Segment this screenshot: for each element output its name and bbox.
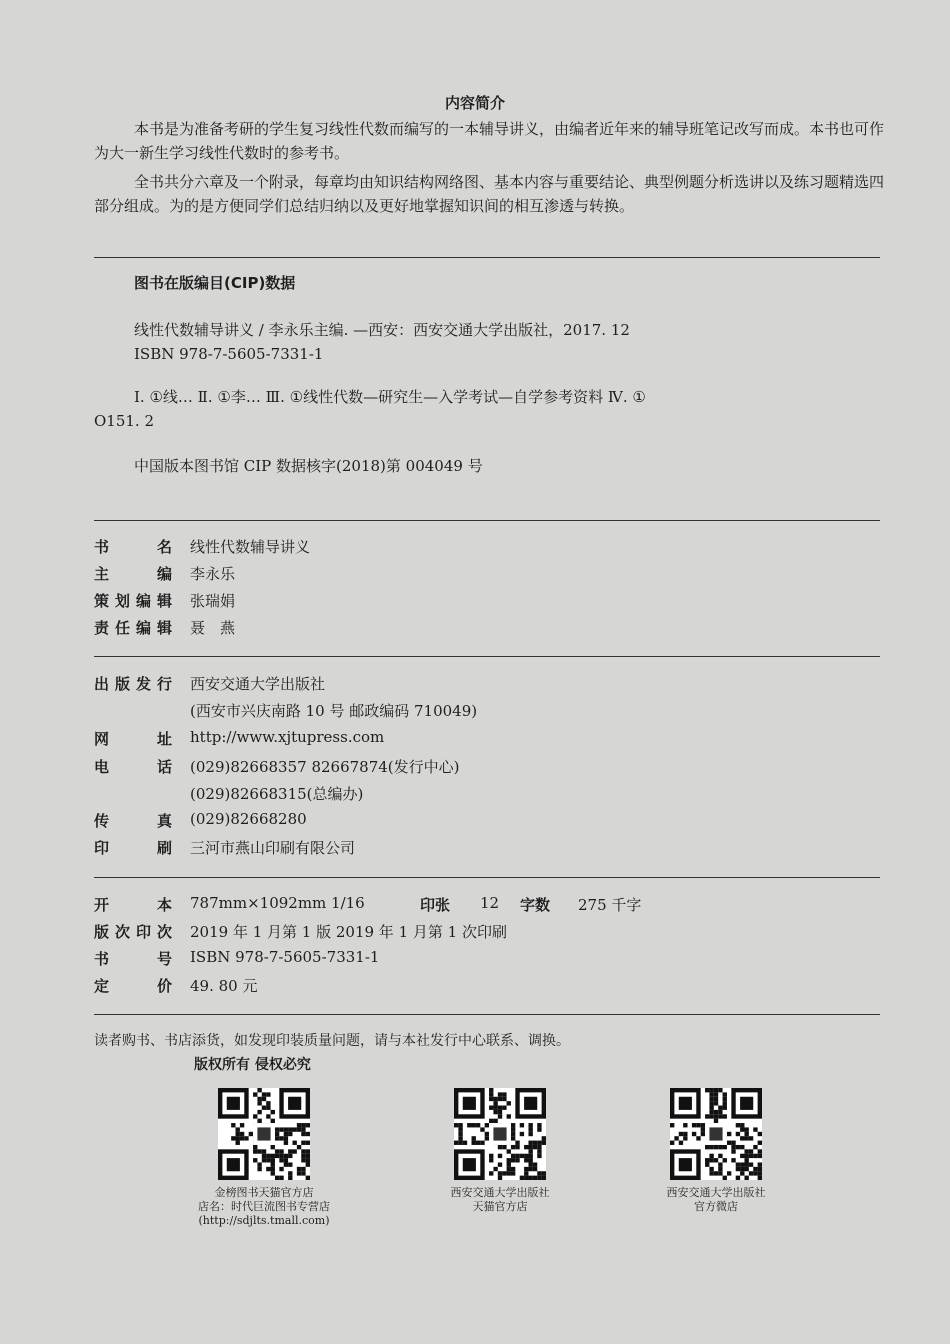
caption-line: (http://sdjlts.tmall.com) [198,1214,330,1227]
caption-line: 天猫官方店 [472,1200,528,1213]
qr-caption-2 [390,1186,610,1214]
intro-paragraph-2: 全书共分六章及一个附录，每章均由知识结构网络图、基本内容与重要结论、典型例题分析选讲以及练习题精选四部分组成。为的是方便同学们总结归纳以及更好地掌握知识间的相互渗透与转换。 [94,173,885,215]
value: 李永乐 [190,565,236,583]
value: 275 千字 [578,896,642,914]
value: 西安交通大学出版社 [190,675,326,693]
value: 49. 80 元 [190,977,258,995]
value: (029)82668357 82667874(发行中心) [190,758,460,776]
value: (029)82668315(总编办) [190,785,364,803]
value: 2019 年 1 月第 1 版 2019 年 1 月第 1 次印刷 [190,923,507,941]
divider [94,877,880,878]
cip-heading: 图书在版编目(CIP)数据 [134,274,296,292]
label: 策划编辑 [94,592,172,610]
format-row [94,894,880,918]
caption-line: 西安交通大学出版社 [666,1186,766,1199]
label: 网址 [94,730,172,748]
label: 印刷 [94,839,172,857]
value: 12 [480,894,500,912]
value: 线性代数辅导讲义 [190,538,311,556]
cip-isbn: ISBN 978-7-5605-7331-1 [134,345,324,363]
label: 定价 [94,977,172,995]
qr-caption-1 [154,1186,374,1228]
label: 开本 [94,896,172,914]
value: http://www.xjtupress.com [190,728,385,746]
value: 聂 燕 [190,619,236,637]
quality-notice: 读者购书、书店添货，如发现印装质量问题，请与本社发行中心联系、调换。 [94,1033,570,1049]
qr-caption-3 [606,1186,826,1214]
label: 书号 [94,950,172,968]
cip-line-1: 线性代数辅导讲义 / 李永乐主编. —西安：西安交通大学出版社，2017. 12 [134,321,630,339]
rights-notice: 版权所有 侵权必究 [194,1057,311,1073]
label: 责任编辑 [94,619,172,637]
value: ISBN 978-7-5605-7331-1 [190,948,380,966]
label: 字数 [520,896,551,914]
label: 印张 [420,896,451,914]
qr-code-press-weidian[interactable] [670,1088,762,1180]
label: 出版发行 [94,675,172,693]
divider [94,520,880,521]
qr-code-press-tmall[interactable] [454,1088,546,1180]
label: 书名 [94,538,172,556]
value: 三河市燕山印刷有限公司 [190,839,356,857]
caption-line: 店名：时代巨流图书专营店 [198,1200,330,1213]
divider [94,1014,880,1015]
value: (西安市兴庆南路 10 号 邮政编码 710049) [190,702,478,720]
caption-line: 官方微店 [694,1200,738,1213]
cip-classification: Ⅰ. ①线… Ⅱ. ①李… Ⅲ. ①线性代数—研究生—入学考试—自学参考资料 Ⅳ. ① [134,388,646,406]
qr-code-tmall-store[interactable] [218,1088,310,1180]
caption-line: 西安交通大学出版社 [450,1186,550,1199]
value: 787mm×1092mm 1/16 [190,894,365,912]
label: 电话 [94,758,172,776]
caption-line: 金榜图书天猫官方店 [214,1186,314,1199]
label: 主编 [94,565,172,583]
divider [94,656,880,657]
cip-number: 中国版本图书馆 CIP 数据核字(2018)第 004049 号 [134,457,483,475]
value: 张瑞娟 [190,592,236,610]
value: (029)82668280 [190,810,307,828]
intro-paragraph-1: 本书是为准备考研的学生复习线性代数而编写的一本辅导讲义，由编者近年来的辅导班笔记改写而成。本书也可作为大一新生学习线性代数时的参考书。 [94,120,885,162]
cip-classification-cont: O151. 2 [94,412,155,430]
divider [94,257,880,258]
label: 传真 [94,812,172,830]
intro-title: 内容简介 [444,94,505,112]
label: 版次印次 [94,923,172,941]
